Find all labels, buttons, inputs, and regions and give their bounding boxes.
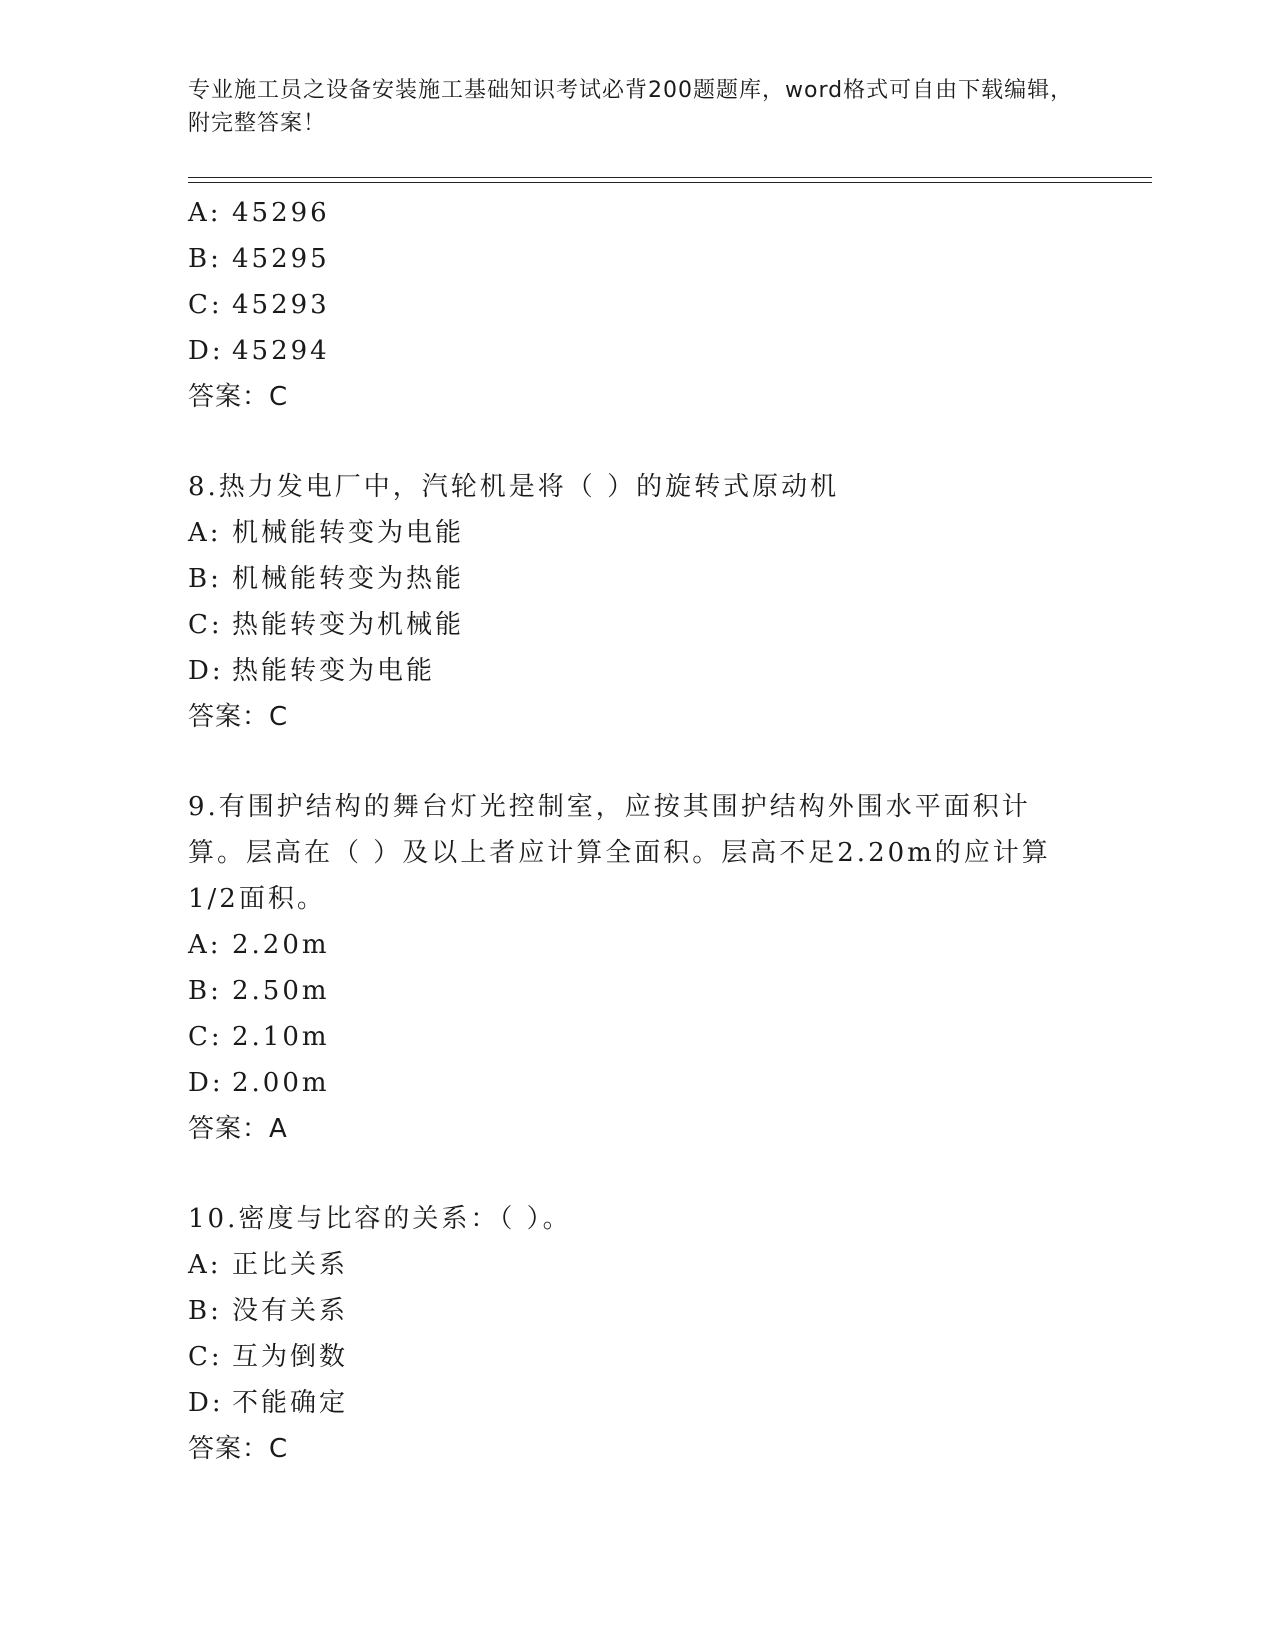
- option-a: [188, 922, 1088, 968]
- option-label: C:: [188, 1022, 223, 1052]
- option-label: B:: [188, 564, 222, 594]
- option-text: 热能转变为电能: [232, 656, 436, 686]
- option-a: [188, 510, 1088, 556]
- question-list: [188, 190, 1088, 1472]
- option-text: 45294: [232, 336, 330, 366]
- question-9: [188, 784, 1088, 1152]
- spacer: [188, 1152, 1088, 1196]
- option-c: [188, 282, 1088, 328]
- option-text: 2.50m: [232, 976, 330, 1006]
- option-text: 不能确定: [232, 1388, 349, 1418]
- page-title: 专业施工员之设备安装施工基础知识考试必背200题题库，word格式可自由下载编辑，附完整答案！: [188, 78, 1074, 136]
- answer-line: 答案：C: [188, 702, 289, 732]
- option-text: 互为倒数: [232, 1342, 349, 1372]
- option-label: A:: [188, 930, 222, 960]
- option-d: [188, 648, 1088, 694]
- question-text: 10.密度与比容的关系：（ ）。: [188, 1204, 572, 1234]
- option-label: D:: [188, 336, 224, 366]
- option-b: [188, 968, 1088, 1014]
- option-text: 机械能转变为热能: [232, 564, 465, 594]
- spacer: [188, 420, 1088, 464]
- option-label: A:: [188, 198, 222, 228]
- header-divider-top: [188, 177, 1152, 178]
- option-b: [188, 556, 1088, 602]
- option-text: 热能转变为机械能: [232, 610, 465, 640]
- option-text: 45296: [232, 198, 330, 228]
- option-label: C:: [188, 610, 223, 640]
- option-a: [188, 1242, 1088, 1288]
- question-text: 9.有围护结构的舞台灯光控制室，应按其围护结构外围水平面积计算。层高在（ ）及以上者应计算全面积。层高不足2.20m的应计算1/2面积。: [188, 792, 1051, 914]
- spacer: [188, 740, 1088, 784]
- option-label: D:: [188, 1068, 224, 1098]
- question-8: [188, 464, 1088, 740]
- option-label: B:: [188, 1296, 222, 1326]
- option-text: 2.00m: [232, 1068, 330, 1098]
- option-label: C:: [188, 290, 223, 320]
- option-d: [188, 328, 1088, 374]
- option-a: [188, 190, 1088, 236]
- option-text: 2.10m: [232, 1022, 330, 1052]
- option-text: 45295: [232, 244, 330, 274]
- option-label: A:: [188, 1250, 222, 1280]
- option-text: 正比关系: [232, 1250, 349, 1280]
- option-d: [188, 1060, 1088, 1106]
- option-c: [188, 602, 1088, 648]
- option-text: 机械能转变为电能: [232, 518, 465, 548]
- option-text: 45293: [232, 290, 330, 320]
- option-label: B:: [188, 244, 222, 274]
- option-text: 没有关系: [232, 1296, 349, 1326]
- option-label: D:: [188, 1388, 224, 1418]
- answer-line: 答案：A: [188, 1114, 288, 1144]
- question-7: [188, 190, 1088, 420]
- answer-line: 答案：C: [188, 1434, 289, 1464]
- question-10: [188, 1196, 1088, 1472]
- option-c: [188, 1334, 1088, 1380]
- option-text: 2.20m: [232, 930, 330, 960]
- option-label: D:: [188, 656, 224, 686]
- header-divider-bottom: [188, 182, 1152, 183]
- answer-line: 答案：C: [188, 382, 289, 412]
- option-b: [188, 236, 1088, 282]
- option-label: C:: [188, 1342, 223, 1372]
- option-b: [188, 1288, 1088, 1334]
- option-label: B:: [188, 976, 222, 1006]
- option-c: [188, 1014, 1088, 1060]
- option-label: A:: [188, 518, 222, 548]
- option-d: [188, 1380, 1088, 1426]
- question-text: 8.热力发电厂中，汽轮机是将（ ）的旋转式原动机: [188, 472, 840, 502]
